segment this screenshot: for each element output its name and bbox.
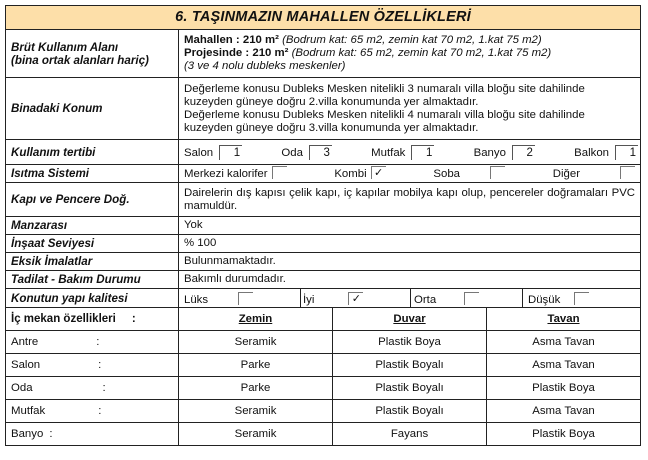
eksik-row — [6, 253, 641, 271]
room-name: Salon : — [6, 354, 179, 377]
konum-text-1: Değerleme konusu Dubleks Mesken nitelikli 3 numaralı villa bloğu site dahilinde kuzeyden güneye doğru 2.villa konumunda yer almaktadır. — [184, 82, 585, 108]
iyi-checkbox[interactable]: ✓ — [348, 292, 363, 305]
tertip-oda: Oda 3 — [281, 146, 330, 159]
header-zemin: Zemin — [179, 308, 333, 331]
kapi-row — [6, 183, 641, 217]
table-row — [6, 331, 641, 354]
orta-checkbox[interactable] — [464, 292, 479, 305]
kalite-orta: Orta — [411, 289, 523, 307]
luks-checkbox[interactable] — [238, 292, 253, 305]
tertip-balkon: Balkon 1 — [574, 146, 637, 159]
room-name: Banyo : — [6, 423, 179, 446]
brut-area-label — [6, 30, 179, 78]
duvar-value: Plastik Boyalı — [333, 400, 487, 423]
kombi-checkbox[interactable]: ✓ — [371, 166, 386, 179]
zemin-value: Seramik — [179, 331, 333, 354]
isitma-merkezi: Merkezi kalorifer — [184, 166, 287, 181]
features-table — [5, 5, 641, 446]
header-tavan: Tavan — [487, 308, 641, 331]
tertip-mutfak: Mutfak 1 — [371, 146, 433, 159]
table-row — [6, 354, 641, 377]
kalite-luks: Lüks — [179, 289, 301, 307]
manzara-label: Manzarası — [6, 217, 179, 235]
insaat-label: İnşaat Seviyesi — [6, 235, 179, 253]
property-features-section — [5, 5, 640, 446]
eksik-label: Eksik İmalatlar — [6, 253, 179, 271]
brut-area-label-sub: (bina ortak alanları hariç) — [11, 53, 149, 67]
dusuk-checkbox[interactable] — [574, 292, 589, 305]
kalite-row — [6, 289, 641, 308]
header-duvar: Duvar — [333, 308, 487, 331]
isitma-value — [179, 165, 641, 183]
isitma-row — [6, 165, 641, 183]
konum-text-2: Değerleme konusu Dubleks Mesken nitelikli 4 numaralı villa bloğu site dahilinde kuzeyden güneye doğru 3.villa konumunda yer almaktadır. — [184, 108, 585, 134]
table-row — [6, 377, 641, 400]
tavan-value: Plastik Boya — [487, 377, 641, 400]
table-row — [6, 400, 641, 423]
insaat-row — [6, 235, 641, 253]
tadilat-value: Bakımlı durumdadır. — [179, 271, 641, 289]
konum-label: Binadaki Konum — [6, 78, 179, 140]
isitma-soba: Soba — [433, 166, 505, 181]
icmekan-label: İç mekan özellikleri : — [6, 308, 179, 331]
kalite-dusuk: Düşük — [523, 289, 589, 307]
konum-value — [179, 78, 641, 140]
tertip-label: Kullanım tertibi — [6, 140, 179, 165]
duvar-value: Plastik Boyalı — [333, 354, 487, 377]
table-row — [6, 423, 641, 446]
tertip-banyo: Banyo 2 — [473, 146, 533, 159]
tadilat-label: Tadilat - Bakım Durumu — [6, 271, 179, 289]
duvar-value: Plastik Boya — [333, 331, 487, 354]
section-title: 6. TAŞINMAZIN MAHALLEN ÖZELLİKLERİ — [6, 6, 641, 30]
tavan-value: Plastik Boya — [487, 423, 641, 446]
proje-detail: (Bodrum kat: 65 m2, zemin kat 70 m2, 1.kat 75 m2) — [291, 47, 552, 59]
soba-checkbox[interactable] — [490, 166, 505, 179]
kalite-iyi: İyi ✓ — [301, 289, 411, 307]
brut-area-value — [179, 30, 641, 78]
zemin-value: Seramik — [179, 423, 333, 446]
mahallen-area: Mahallen : 210 m² — [184, 34, 279, 46]
isitma-label: Isıtma Sistemi — [6, 165, 179, 183]
manzara-value: Yok — [179, 217, 641, 235]
kalite-value — [179, 289, 641, 308]
konum-row — [6, 78, 641, 140]
duvar-value: Plastik Boyalı — [333, 377, 487, 400]
zemin-value: Parke — [179, 354, 333, 377]
dubleks-note: (3 ve 4 nolu dubleks meskenler) — [184, 60, 346, 72]
brut-area-row — [6, 30, 641, 78]
diger-checkbox[interactable] — [620, 166, 635, 179]
kapi-value: Dairelerin dış kapısı çelik kapı, iç kapılar mobilya kapı olup, pencereler doğramaları PVC mamuldür. — [179, 183, 641, 217]
proje-area: Projesinde : 210 m² — [184, 47, 289, 59]
tadilat-row — [6, 271, 641, 289]
brut-area-label-main: Brüt Kullanım Alanı — [11, 40, 119, 54]
isitma-diger: Diğer — [553, 166, 635, 181]
isitma-kombi: Kombi ✓ — [334, 166, 385, 181]
tavan-value: Asma Tavan — [487, 400, 641, 423]
tertip-value — [179, 140, 641, 165]
tertip-salon: Salon 1 — [184, 146, 241, 159]
tertip-row — [6, 140, 641, 165]
duvar-value: Fayans — [333, 423, 487, 446]
insaat-value: % 100 — [179, 235, 641, 253]
kalite-label: Konutun yapı kalitesi — [6, 289, 179, 308]
room-name: Mutfak : — [6, 400, 179, 423]
manzara-row — [6, 217, 641, 235]
tavan-value: Asma Tavan — [487, 331, 641, 354]
zemin-value: Parke — [179, 377, 333, 400]
room-name: Oda : — [6, 377, 179, 400]
kapi-label: Kapı ve Pencere Doğ. — [6, 183, 179, 217]
eksik-value: Bulunmamaktadır. — [179, 253, 641, 271]
tavan-value: Asma Tavan — [487, 354, 641, 377]
mahallen-detail: (Bodrum kat: 65 m2, zemin kat 70 m2, 1.kat 75 m2) — [282, 34, 542, 46]
room-name: Antre : — [6, 331, 179, 354]
merkezi-checkbox[interactable] — [272, 166, 287, 179]
zemin-value: Seramik — [179, 400, 333, 423]
icmekan-header-row — [6, 308, 641, 331]
